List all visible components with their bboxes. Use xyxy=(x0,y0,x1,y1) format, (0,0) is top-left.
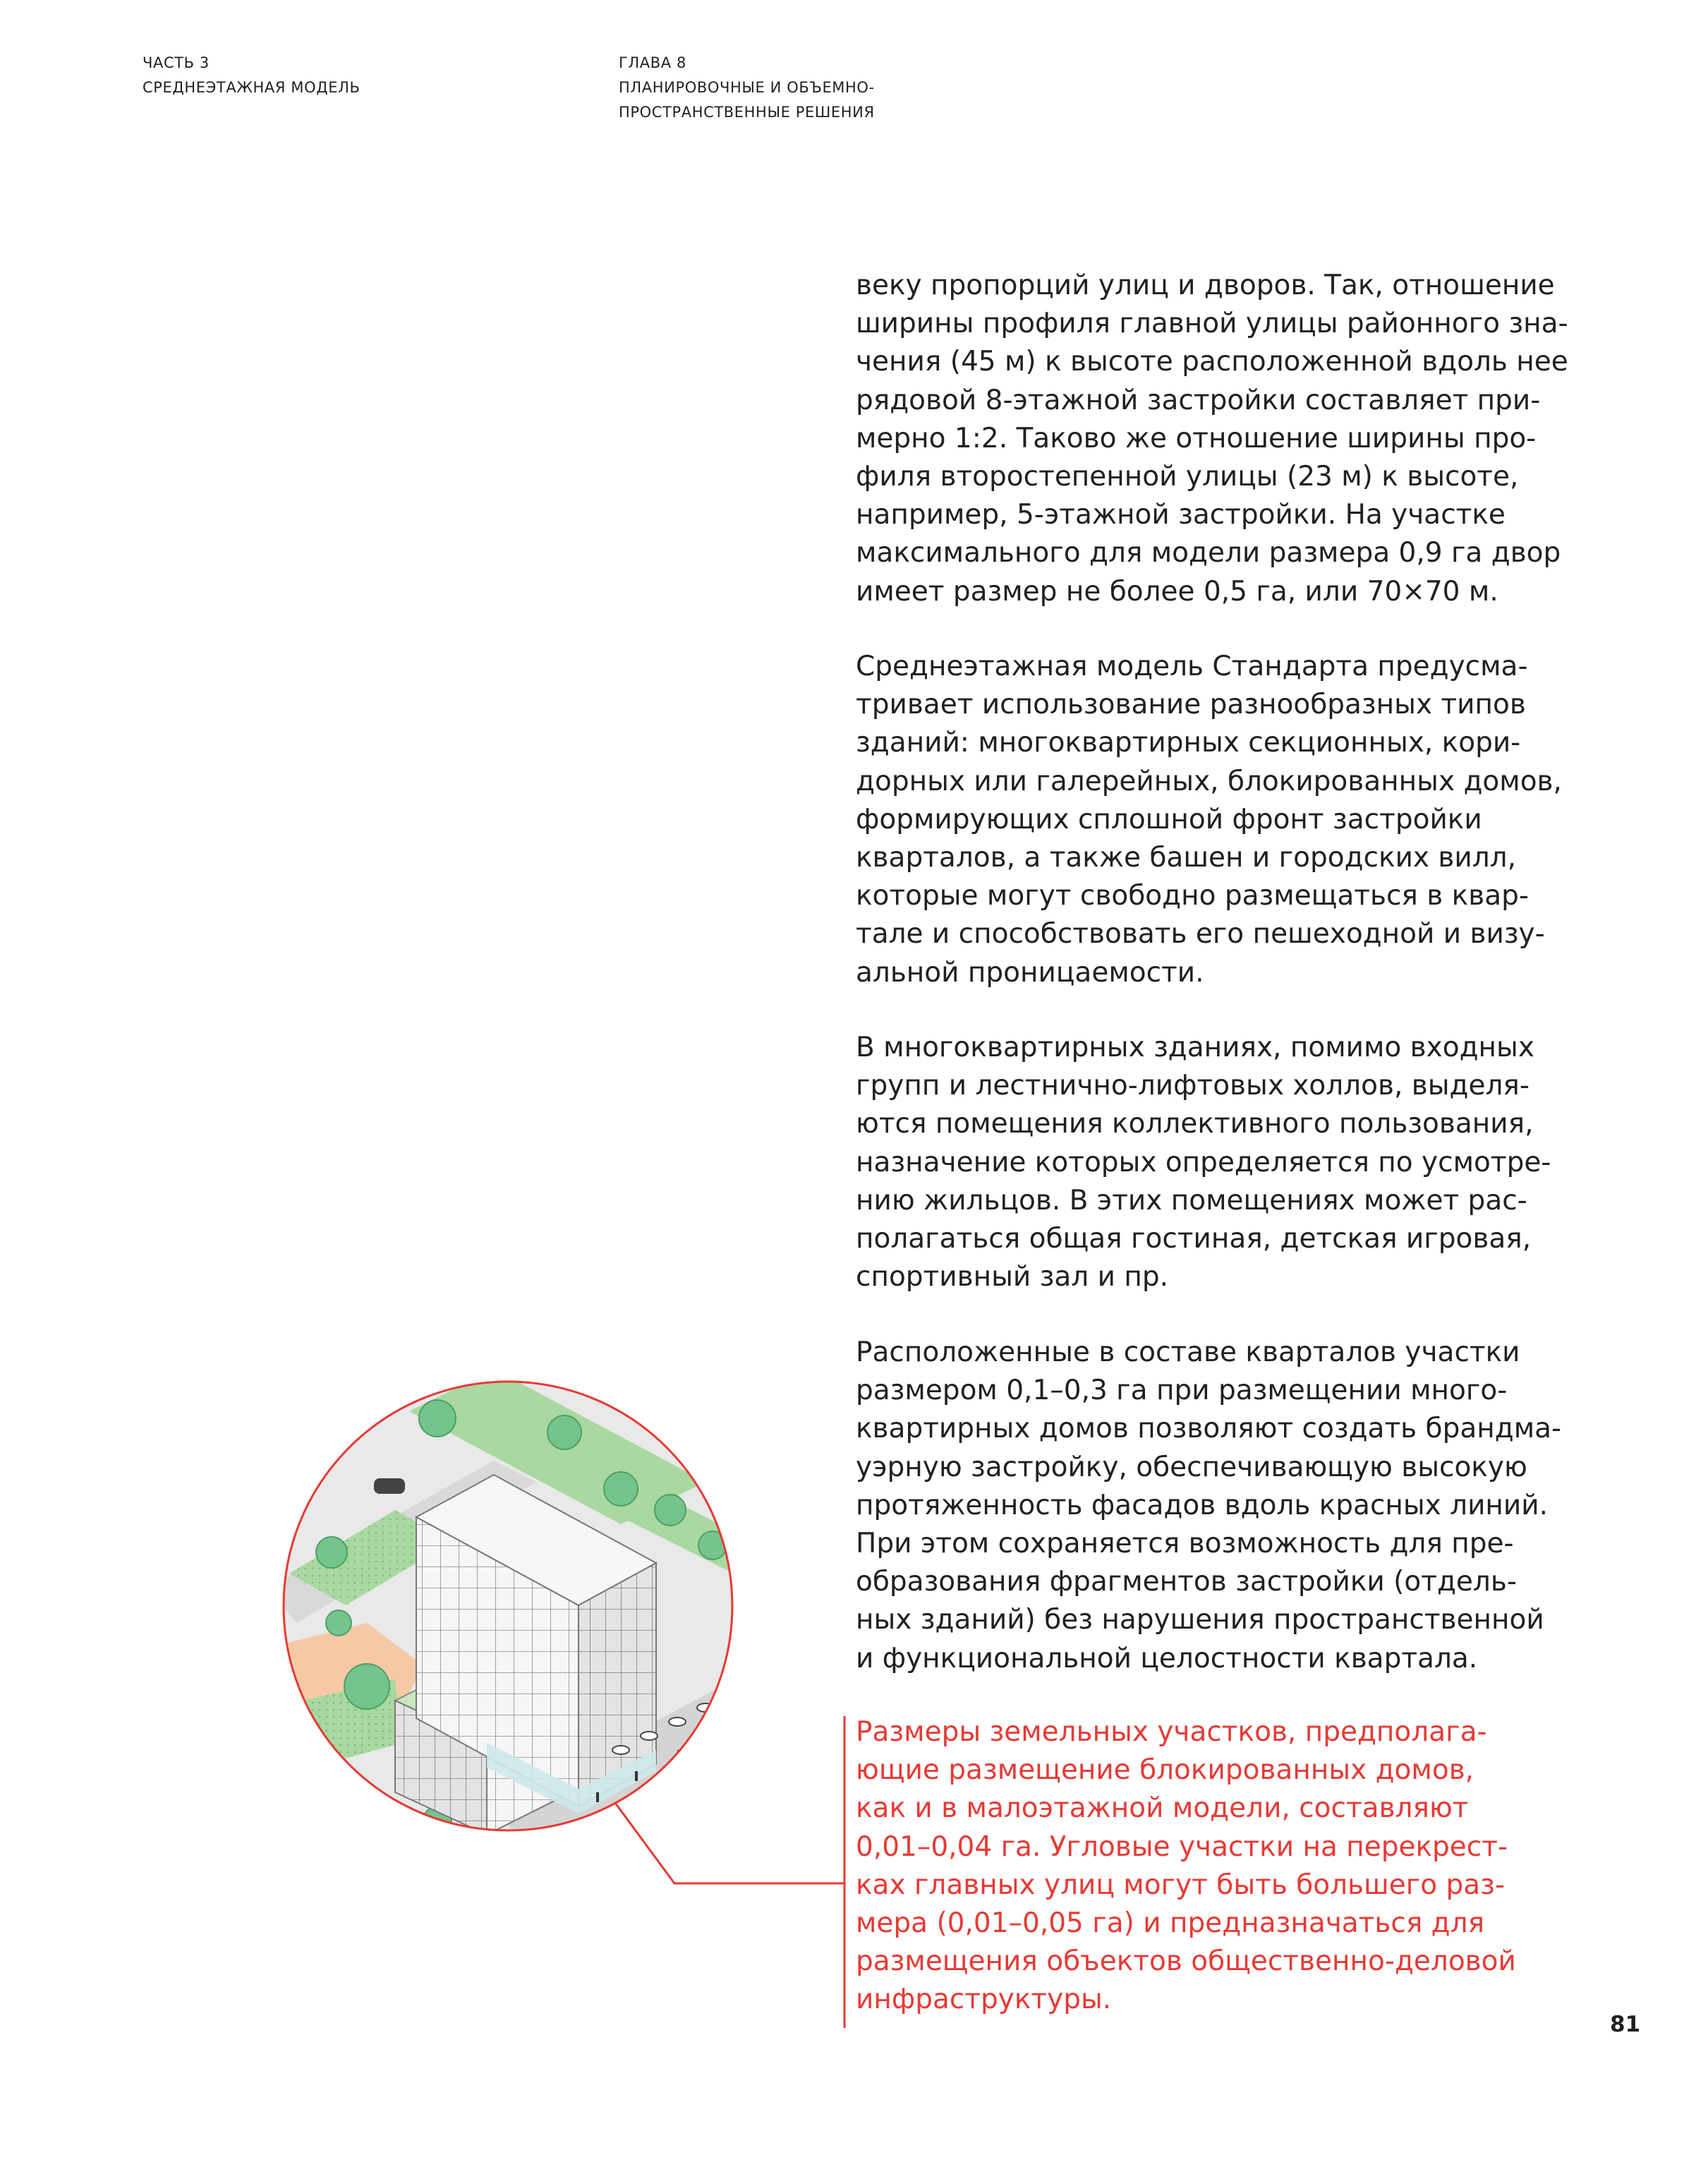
running-header-chapter xyxy=(619,51,875,125)
body-paragraph-1 xyxy=(856,267,1568,611)
header-part-title: СРЕДНЕЭТАЖНАЯ МОДЕЛЬ xyxy=(143,79,361,96)
text-line: тале и способствовать его пешеходной и визу- xyxy=(856,918,1545,950)
callout-leader-line xyxy=(615,1803,844,1883)
header-chapter-title-line-2: ПРОСТРАНСТВЕННЫЕ РЕШЕНИЯ xyxy=(619,104,875,121)
text-line: тривает использование разнообразных типов xyxy=(856,689,1526,721)
text-line: мерно 1:2. Таково же отношение ширины про- xyxy=(856,422,1537,454)
text-line: ются помещения коллективного пользования, xyxy=(856,1108,1534,1140)
callout-line: размещения объектов общественно-деловой xyxy=(856,1945,1516,1978)
callout-line: Размеры земельных участков, предполага- xyxy=(856,1716,1487,1748)
text-line: нию жильцов. В этих помещениях может рас- xyxy=(856,1184,1527,1217)
callout-text xyxy=(856,1713,1568,2020)
text-line: образования фрагментов застройки (отдель- xyxy=(856,1566,1517,1598)
car-icon xyxy=(374,1478,405,1494)
text-line: протяженность фасадов вдоль красных линий. xyxy=(856,1489,1549,1521)
illustration-scene xyxy=(268,1369,762,1863)
text-line: квартирных домов позволяют создать брандма- xyxy=(856,1413,1562,1445)
callout-line: мера (0,01–0,05 га) и предназначаться для xyxy=(856,1907,1485,1940)
header-chapter-title-line-1: ПЛАНИРОВОЧНЫЕ И ОБЪЕМНО- xyxy=(619,79,875,96)
body-paragraph-2 xyxy=(856,648,1568,992)
callout-line: ках главных улиц могут быть большего раз- xyxy=(856,1869,1505,1901)
text-line: филя второстепенной улицы (23 м) к высоте, xyxy=(856,461,1519,493)
text-line: Среднеэтажная модель Стандарта предусма- xyxy=(856,651,1528,682)
page-number: 81 xyxy=(1610,2012,1641,2037)
text-line: имеет размер не более 0,5 га, или 70×70 м. xyxy=(856,575,1498,608)
header-part-number: ЧАСТЬ 3 xyxy=(143,54,210,71)
text-line: При этом сохраняется возможность для пре- xyxy=(856,1528,1514,1560)
text-line: групп и лестнично-лифтовых холлов, выделя- xyxy=(856,1070,1530,1102)
text-line: веку пропорций улиц и дворов. Так, отношение xyxy=(856,270,1555,301)
callout-line: инфраструктуры. xyxy=(856,1984,1112,2016)
body-paragraph-4 xyxy=(856,1334,1568,1678)
body-paragraph-3 xyxy=(856,1029,1568,1296)
callout-line: ющие размещение блокированных домов, xyxy=(856,1754,1474,1787)
text-line: которые могут свободно размещаться в квар- xyxy=(856,880,1529,912)
header-chapter-number: ГЛАВА 8 xyxy=(619,54,686,71)
text-line: зданий: многоквартирных секционных, кори- xyxy=(856,727,1521,759)
text-line: спортивный зал и пр. xyxy=(856,1261,1168,1293)
text-line: ширины профиля главной улицы районного зна- xyxy=(856,308,1568,340)
text-line: полагаться общая гостиная, детская игровая, xyxy=(856,1223,1532,1255)
text-line: В многоквартирных зданиях, помимо входных xyxy=(856,1032,1534,1063)
callout-line: как и в малоэтажной модели, составляют xyxy=(856,1792,1469,1825)
text-line: формирующих сплошной фронт застройки xyxy=(856,803,1482,835)
text-line: например, 5-этажной застройки. На участке xyxy=(856,499,1506,531)
text-line: дорных или галерейных, блокированных домов, xyxy=(856,765,1562,797)
text-line: назначение которых определяется по усмотре- xyxy=(856,1146,1551,1178)
text-line: альной проницаемости. xyxy=(856,956,1204,989)
text-line: ных зданий) без нарушения пространственной xyxy=(856,1604,1544,1636)
text-line: уэрную застройку, обеспечивающую высокую xyxy=(856,1451,1527,1483)
text-line: рядовой 8-этажной застройки составляет при- xyxy=(856,384,1541,416)
text-line: и функциональной целостности квартала. xyxy=(856,1642,1478,1674)
text-line: кварталов, а также башен и городских вилл, xyxy=(856,842,1516,874)
text-line: максимального для модели размера 0,9 га двор xyxy=(856,537,1561,569)
text-line: Расположенные в составе кварталов участки xyxy=(856,1336,1520,1368)
text-line: размером 0,1–0,3 га при размещении много- xyxy=(856,1375,1508,1407)
text-line: чения (45 м) к высоте расположенной вдоль нее xyxy=(856,346,1568,378)
running-header-part xyxy=(143,51,360,100)
callout-line: 0,01–0,04 га. Угловые участки на перекрест- xyxy=(856,1830,1508,1863)
